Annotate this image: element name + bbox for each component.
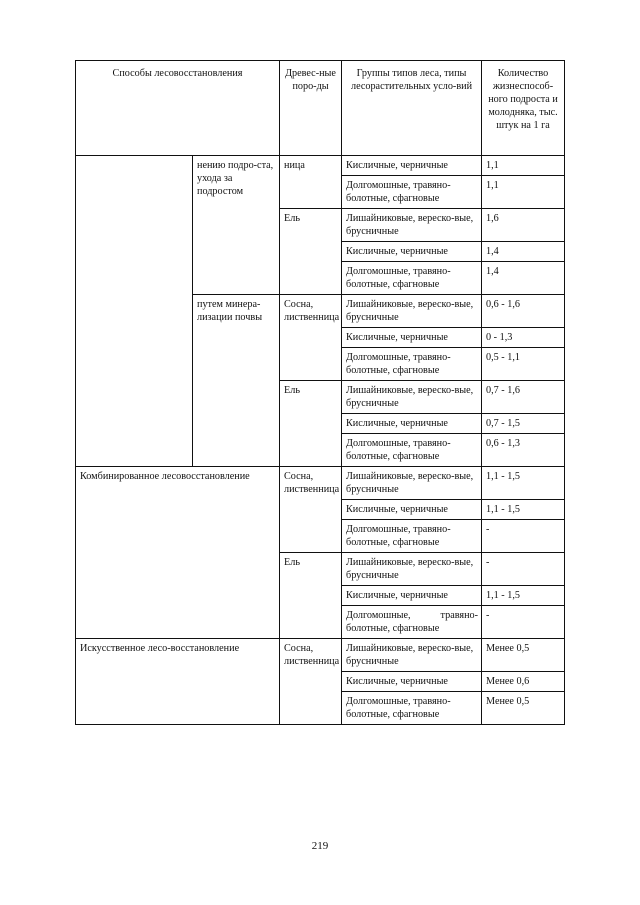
group-cell: Кисличные, черничные <box>342 156 482 176</box>
qty-cell: 0,7 - 1,6 <box>482 381 565 414</box>
reforestation-table <box>75 60 565 725</box>
qty-cell: 0,6 - 1,3 <box>482 434 565 467</box>
qty-cell: 1,1 - 1,5 <box>482 467 565 500</box>
species-cell: Ель <box>280 381 342 467</box>
qty-cell: 1,4 <box>482 262 565 295</box>
species-cell: Ель <box>280 553 342 639</box>
group-line: болотные, сфагновые <box>346 623 440 634</box>
qty-cell: 0 - 1,3 <box>482 328 565 348</box>
method-cell-natural-cont <box>76 156 193 467</box>
group-line: Долгомошные, травяно- <box>346 610 479 621</box>
qty-cell: 0,5 - 1,1 <box>482 348 565 381</box>
group-cell: Долгомошные, травяно-болотные, сфагновые <box>342 434 482 467</box>
qty-cell: 1,6 <box>482 209 565 242</box>
qty-cell: 0,6 - 1,6 <box>482 295 565 328</box>
qty-cell: Менее 0,5 <box>482 692 565 725</box>
header-quantity: Количество жизнеспособ-ного подроста и молодняка, тыс. штук на 1 га <box>482 61 565 156</box>
table-row <box>76 467 565 500</box>
qty-cell: 1,1 <box>482 176 565 209</box>
qty-cell: 1,1 <box>482 156 565 176</box>
qty-cell: Менее 0,5 <box>482 639 565 672</box>
group-cell: Долгомошные, травяно-болотные, сфагновые <box>342 520 482 553</box>
header-forest-groups: Группы типов леса, типы лесорастительных усло-вий <box>342 61 482 156</box>
submethod-cell: нению подро-ста, ухода за подростом <box>193 156 280 295</box>
table-row <box>76 639 565 672</box>
submethod-cell: путем минера-лизации почвы <box>193 295 280 467</box>
qty-cell: 1,1 - 1,5 <box>482 586 565 606</box>
qty-cell: 1,4 <box>482 242 565 262</box>
group-cell: Кисличные, черничные <box>342 242 482 262</box>
method-cell-combined: Комбинированное лесовосстановление <box>76 467 280 639</box>
species-cell: Сосна, лиственница <box>280 639 342 725</box>
qty-cell: - <box>482 520 565 553</box>
group-cell: Лишайниковые, вереско-вые, брусничные <box>342 381 482 414</box>
group-cell <box>342 606 482 639</box>
species-cell: Ель <box>280 209 342 295</box>
qty-cell: - <box>482 606 565 639</box>
qty-cell: 0,7 - 1,5 <box>482 414 565 434</box>
qty-cell: - <box>482 553 565 586</box>
header-species: Древес-ные поро-ды <box>280 61 342 156</box>
species-cell: Сосна, лиственница <box>280 467 342 553</box>
header-method: Способы лесовосстановления <box>76 61 280 156</box>
qty-cell: Менее 0,6 <box>482 672 565 692</box>
qty-cell: 1,1 - 1,5 <box>482 500 565 520</box>
group-cell: Долгомошные, травяно-болотные, сфагновые <box>342 348 482 381</box>
page-number: 219 <box>311 840 329 852</box>
group-cell: Лишайниковые, вереско-вые, брусничные <box>342 639 482 672</box>
group-cell: Кисличные, черничные <box>342 500 482 520</box>
group-cell: Лишайниковые, вереско-вые, брусничные <box>342 553 482 586</box>
group-cell: Лишайниковые, вереско-вые, брусничные <box>342 295 482 328</box>
group-cell: Кисличные, черничные <box>342 414 482 434</box>
group-cell: Кисличные, черничные <box>342 672 482 692</box>
table-header-row <box>76 61 565 156</box>
group-cell: Долгомошные, травяно-болотные, сфагновые <box>342 176 482 209</box>
species-cell: ница <box>280 156 342 209</box>
group-cell: Долгомошные, травяно-болотные, сфагновые <box>342 692 482 725</box>
species-cell: Сосна, лиственница <box>280 295 342 381</box>
group-cell: Лишайниковые, вереско-вые, брусничные <box>342 467 482 500</box>
group-cell: Кисличные, черничные <box>342 586 482 606</box>
group-cell: Кисличные, черничные <box>342 328 482 348</box>
group-cell: Лишайниковые, вереско-вые, брусничные <box>342 209 482 242</box>
table-row <box>76 156 565 176</box>
method-cell-artificial: Искусственное лесо-восстановление <box>76 639 280 725</box>
group-cell: Долгомошные, травяно-болотные, сфагновые <box>342 262 482 295</box>
